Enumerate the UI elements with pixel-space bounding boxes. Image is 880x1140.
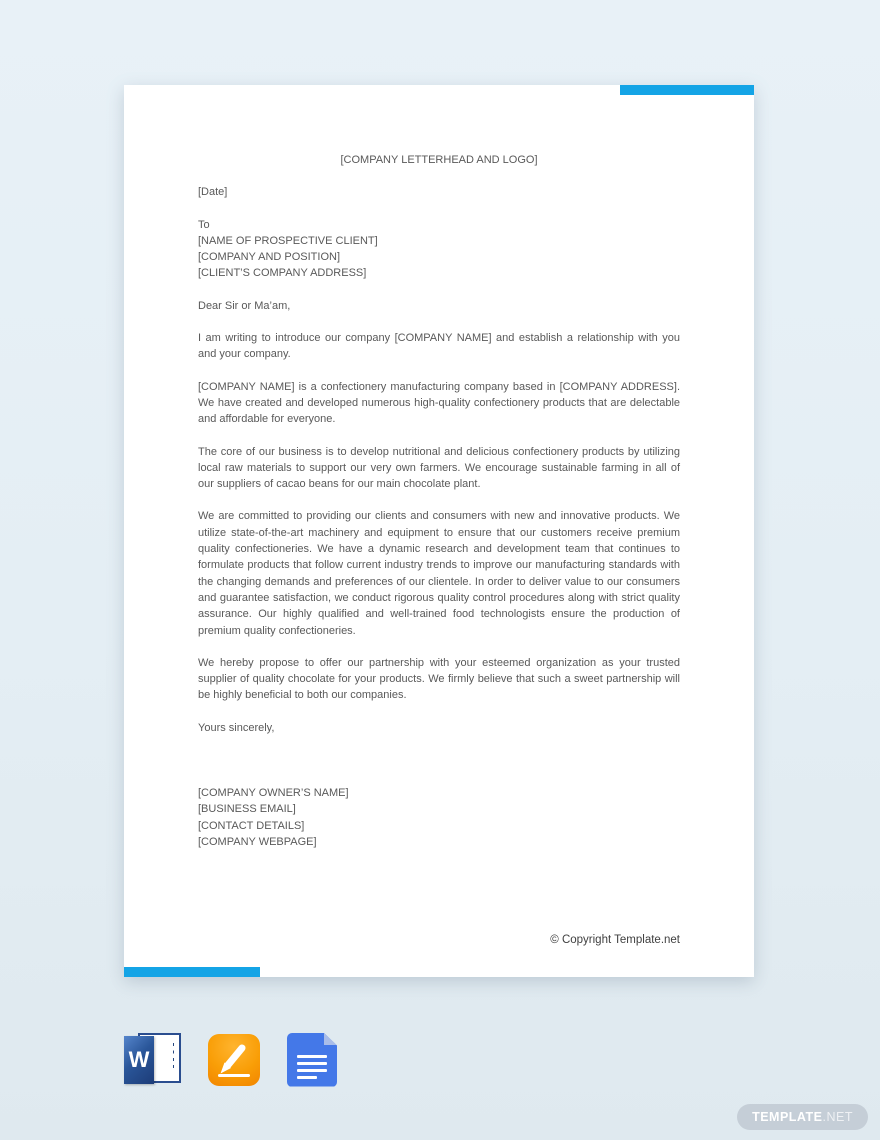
letterhead-placeholder: [COMPANY LETTERHEAD AND LOGO] bbox=[340, 154, 538, 166]
brand-name: TEMPLATE bbox=[752, 1110, 823, 1124]
bottom-accent-bar bbox=[124, 967, 260, 977]
signature-business-email: [BUSINESS EMAIL] bbox=[198, 803, 296, 816]
recipient-address-placeholder: [CLIENT’S COMPANY ADDRESS] bbox=[198, 267, 367, 280]
file-format-dock bbox=[124, 1032, 337, 1087]
apple-pages-icon[interactable] bbox=[208, 1034, 260, 1086]
paragraph-core-business: The core of our business is to develop nutritional and delicious confectionery products by utilizing local raw materials to support our very own farmers. We encourage sustainable farming in all of our suppliers of cacao beans for our main chocolate plant. bbox=[198, 445, 680, 491]
paragraph-commitment: We are committed to providing our clients and consumers with new and innovative products. We utilize state-of-the-art machinery and equipment to ensure that our customers receive premium quality confectioneries. We have a dynamic research and development team that continues to formulate products that follow current industry trends to improve our manufacturing standards with the changing demands and preferences of our clientele. In order to deliver value to our consumers and guarantee satisfaction, we conduct rigorous quality control procedures along with strict quality assurance. Our highly qualified and well-trained food technologists ensure the production of premium quality confectioneries. bbox=[198, 510, 680, 637]
copyright-notice: © Copyright Template.net bbox=[550, 934, 680, 946]
salutation: Dear Sir or Ma’am, bbox=[198, 299, 291, 312]
paragraph-proposal: We hereby propose to offer our partnership with your esteemed organization as your trusted supplier of quality chocolate for your products. We firmly believe that such a sweet partnership will be highly beneficial to both our companies. bbox=[198, 656, 680, 702]
ms-word-icon[interactable] bbox=[124, 1032, 181, 1087]
top-accent-bar bbox=[620, 85, 754, 95]
word-letter-panel: W bbox=[124, 1036, 154, 1084]
signature-owner-name: [COMPANY OWNER’S NAME] bbox=[198, 787, 349, 800]
word-text-lines bbox=[173, 1043, 174, 1070]
recipient-to-label: To bbox=[198, 218, 210, 231]
recipient-name-placeholder: [NAME OF PROSPECTIVE CLIENT] bbox=[198, 234, 378, 247]
recipient-company-placeholder: [COMPANY AND POSITION] bbox=[198, 251, 341, 264]
docs-text-lines bbox=[297, 1055, 327, 1083]
paragraph-company-overview: [COMPANY NAME] is a confectionery manufacturing company based in [COMPANY ADDRESS]. We have created and developed numerous high-quality confectionery products that are delectable and affordable for everyone. bbox=[198, 380, 680, 426]
date-placeholder: [Date] bbox=[198, 186, 228, 199]
signature-company-webpage: [COMPANY WEBPAGE] bbox=[198, 835, 317, 848]
google-docs-icon[interactable] bbox=[287, 1033, 337, 1087]
docs-folded-corner bbox=[324, 1033, 338, 1046]
template-net-badge[interactable] bbox=[737, 1104, 868, 1130]
letter-page bbox=[124, 85, 754, 977]
closing: Yours sincerely, bbox=[198, 721, 275, 734]
brand-tld: .NET bbox=[822, 1110, 853, 1124]
signature-block bbox=[198, 785, 680, 850]
signature-contact-details: [CONTACT DETAILS] bbox=[198, 819, 305, 832]
pen-icon bbox=[208, 1034, 260, 1086]
paragraph-introduction: I am writing to introduce our company [COMPANY NAME] and establish a relationship with you and your company. bbox=[198, 332, 680, 361]
letter-body bbox=[124, 85, 754, 850]
recipient-block bbox=[198, 217, 680, 282]
